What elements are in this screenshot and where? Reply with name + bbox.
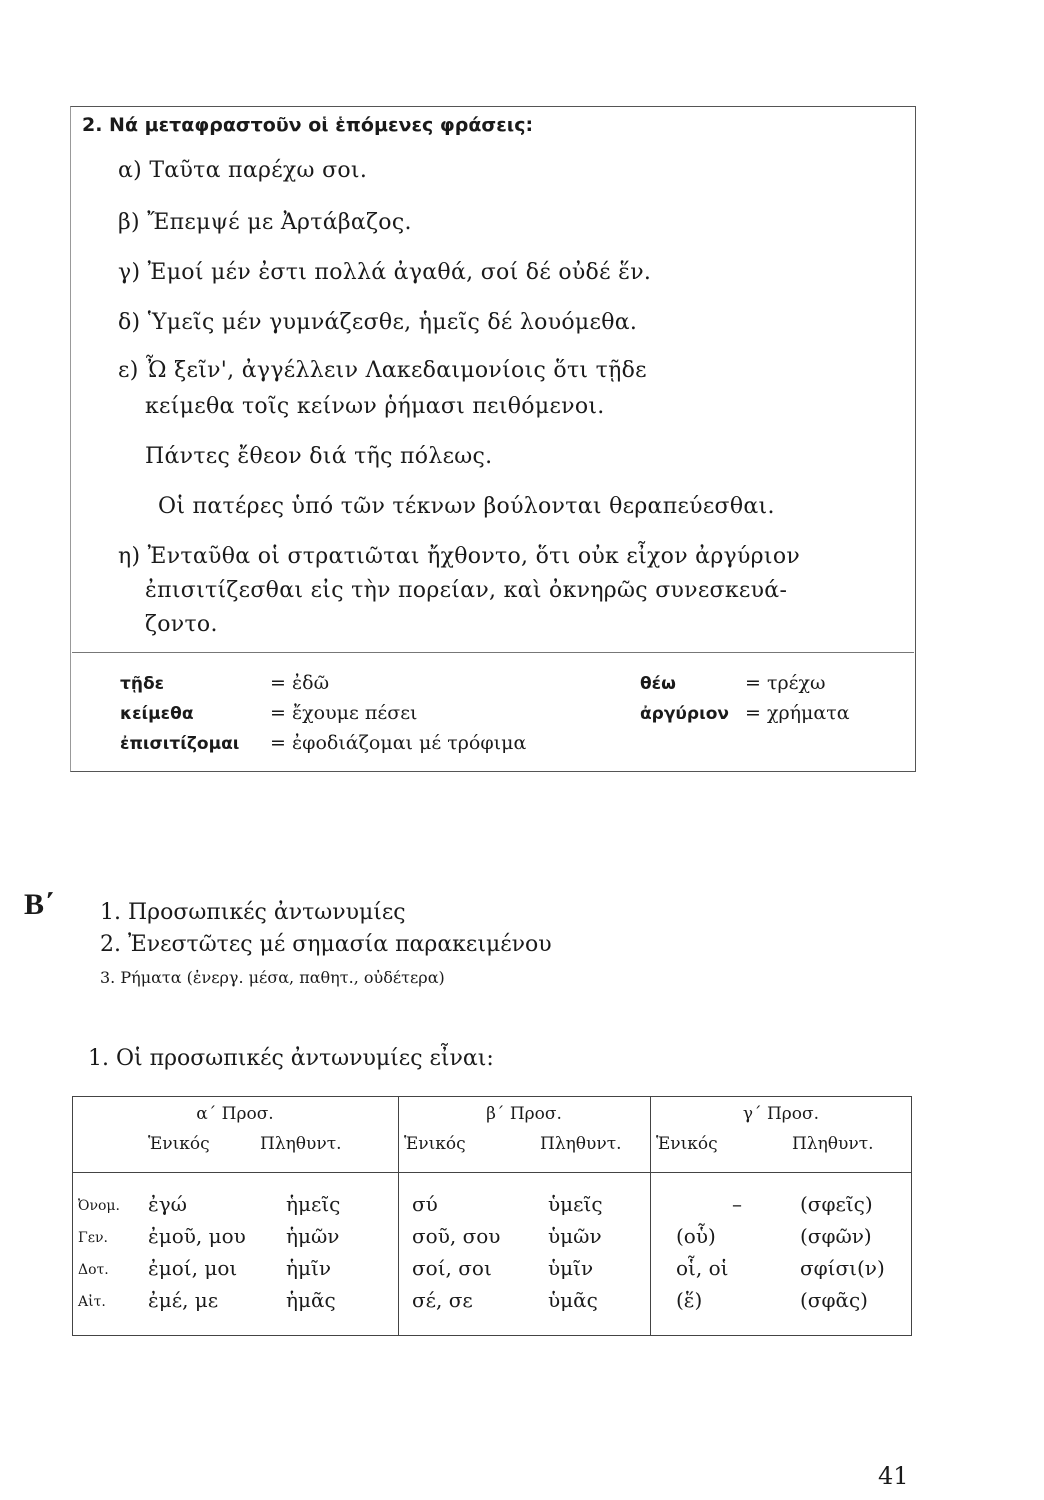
table-cell: ἐμέ, με [148, 1288, 219, 1312]
table-header-number: Ἑνικός [148, 1134, 210, 1154]
table-header-rule [72, 1172, 912, 1173]
table-cell: ἐμοῦ, μου [148, 1224, 246, 1248]
table-intro: 1. Οἱ προσωπικές ἀντωνυμίες εἶναι: [88, 1046, 494, 1071]
case-label: Γεν. [78, 1230, 108, 1246]
table-cell: (ἕ) [676, 1288, 703, 1312]
exercise-line-h2: ἐπισιτίζεσθαι εἰς τὴν πορείαν, καὶ ὀκνηρῶς συνεσκευά- [145, 578, 788, 603]
table-cell: ἡμῶν [286, 1224, 340, 1248]
table-cell: σέ, σε [412, 1288, 473, 1312]
case-label: Αἰτ. [78, 1294, 106, 1310]
table-cell: σύ [412, 1192, 438, 1216]
glossary-item [120, 702, 194, 724]
table-cell: ὑμεῖς [548, 1192, 603, 1216]
glossary-word: κείμεθα [120, 704, 194, 724]
exercise-line-e2: κείμεθα τοῖς κείνων ῥήμασι πειθόμενοι. [145, 394, 605, 419]
exercise-heading: 2. Νά μεταφραστοῦν οἱ ἑπόμενες φράσεις: [82, 114, 534, 136]
glossary-meaning: = τρέχω [745, 672, 826, 694]
table-cell: ὑμῶν [548, 1224, 602, 1248]
exercise-line-h1: η) Ἐνταῦθα οἱ στρατιῶται ἤχθοντο, ὅτι οὐκ εἶχον ἀργύριον [118, 544, 801, 569]
table-divider [398, 1096, 399, 1336]
table-cell: – [732, 1192, 742, 1216]
table-header-number: Πληθυντ. [260, 1134, 342, 1154]
table-cell: (σφᾶς) [800, 1288, 868, 1312]
exercise-line-d: δ) Ὑμεῖς μέν γυμνάζεσθε, ἡμεῖς δέ λουόμεθα. [118, 310, 638, 335]
table-cell: (σφῶν) [800, 1224, 872, 1248]
table-header-number: Πληθυντ. [792, 1134, 874, 1154]
section-marker: Β΄ [24, 888, 54, 921]
table-header-person: γ΄ Προσ. [742, 1104, 820, 1124]
glossary-word: τῇδε [120, 674, 165, 694]
glossary-meaning: = χρήματα [745, 702, 850, 724]
section-topic: 1. Προσωπικές ἀντωνυμίες [100, 900, 406, 925]
table-header-number: Πληθυντ. [540, 1134, 622, 1154]
table-header-number: Ἑνικός [404, 1134, 466, 1154]
table-cell: ἡμᾶς [286, 1288, 336, 1312]
table-cell: ἡμῖν [286, 1256, 331, 1280]
exercise-line-e1: ε) Ὦ ξεῖν', ἀγγέλλειν Λακεδαιμονίοις ὅτι τῇδε [118, 358, 647, 383]
glossary-item [640, 672, 676, 694]
glossary-meaning: = ἔχουμε πέσει [270, 702, 418, 724]
section-topic: 2. Ἐνεστῶτες μέ σημασία παρακειμένου [100, 932, 552, 957]
table-cell: (οὗ) [676, 1224, 716, 1248]
section-topic: 3. Ρήματα (ἐνεργ. μέσα, παθητ., οὐδέτερα) [100, 968, 445, 987]
table-cell: ὑμῖν [548, 1256, 594, 1280]
table-cell: ὑμᾶς [548, 1288, 598, 1312]
glossary-meaning: = ἐφοδιάζομαι μέ τρόφιμα [270, 732, 527, 754]
exercise-line-a: α) Ταῦτα παρέχω σοι. [118, 158, 368, 183]
table-header-number: Ἑνικός [656, 1134, 718, 1154]
case-label: Δοτ. [78, 1262, 109, 1278]
glossary-word: ἀργύριον [640, 704, 729, 724]
exercise-line-b: β) Ἔπεμψέ με Ἀρτάβαζος. [118, 210, 412, 235]
table-header-person: β΄ Προσ. [486, 1104, 562, 1124]
exercise-line-f1: Πάντες ἔθεον διά τῆς πόλεως. [145, 444, 493, 469]
table-cell: ἐμοί, μοι [148, 1256, 238, 1280]
exercise-line-c: γ) Ἐμοί μέν ἐστι πολλά ἀγαθά, σοί δέ οὐδέ ἕν. [118, 260, 652, 285]
exercise-line-h3: ζοντο. [145, 612, 218, 637]
table-cell: ἡμεῖς [286, 1192, 341, 1216]
glossary-item [120, 672, 164, 694]
glossary-divider [72, 652, 914, 653]
table-divider [650, 1096, 651, 1336]
glossary-item [640, 702, 729, 724]
glossary-word: ἐπισιτίζομαι [120, 734, 240, 754]
page-number: 41 [878, 1462, 909, 1490]
table-cell: σφίσι(ν) [800, 1256, 885, 1280]
exercise-line-f2: Οἱ πατέρες ὑπό τῶν τέκνων βούλονται θεραπεύεσθαι. [158, 494, 775, 519]
table-cell: (σφεῖς) [800, 1192, 873, 1216]
case-label: Ὀνομ. [78, 1198, 120, 1214]
table-header-person: α΄ Προσ. [196, 1104, 274, 1124]
glossary-word: θέω [640, 674, 676, 694]
table-cell: σοί, σοι [412, 1256, 492, 1280]
table-cell: οἷ, οἱ [676, 1256, 729, 1280]
glossary-item [120, 732, 239, 754]
table-cell: σοῦ, σου [412, 1224, 501, 1248]
table-cell: ἐγώ [148, 1192, 187, 1216]
glossary-meaning: = ἐδῶ [270, 672, 330, 694]
